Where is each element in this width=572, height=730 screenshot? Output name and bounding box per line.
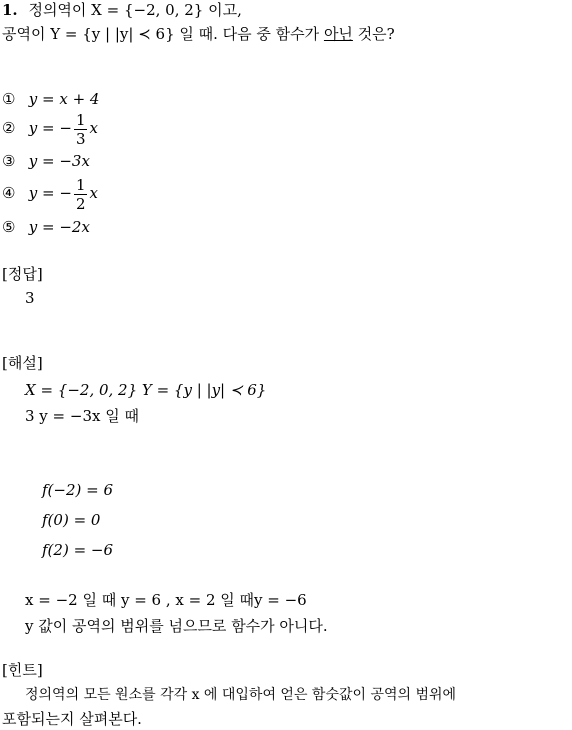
question-underlined-word: 아닌 (323, 25, 353, 43)
choice-marker: ⑤ (2, 218, 16, 236)
explanation-line-3: x = −2 일 때 y = 6 , x = 2 일 때y = −6 (25, 591, 307, 609)
choice-expression: y = −2x (28, 218, 90, 236)
choice-expression: y = −3x (28, 152, 90, 170)
hint-heading: [힌트] (2, 661, 43, 679)
question-number: 1. (2, 1, 18, 19)
choice-expression-prefix: y = − (28, 184, 72, 202)
choice-2 (2, 108, 98, 148)
choice-4 (2, 173, 98, 213)
explanation-line-2: 3 y = −3x 일 때 (25, 407, 139, 425)
answer-heading: [정답] (2, 265, 43, 283)
choice-expression-prefix: y = − (28, 119, 72, 137)
answer-value: 3 (25, 289, 35, 307)
choice-marker: ① (2, 90, 16, 108)
hint-line-1: 정의역의 모든 원소를 각각 x 에 대입하여 얻은 함숫값이 공역의 범위에 (25, 687, 457, 703)
explanation-line-1: X = {−2, 0, 2} Y = {y | |y| ≺ 6} (25, 381, 267, 399)
hint-line-2: 포함되는지 살펴본다. (2, 710, 142, 728)
fraction (74, 111, 88, 148)
question-text-2-prefix: 공역이 Y = {y | |y| ≺ 6} 일 때. 다음 중 함수가 (2, 25, 324, 43)
question-text-1: 정의역이 X = {−2, 0, 2} 이고, (28, 1, 242, 19)
choice-1 (2, 89, 99, 109)
choice-marker: ③ (2, 152, 16, 170)
function-value-3: f(2) = −6 (42, 541, 114, 559)
fraction (74, 176, 88, 213)
function-value-2: f(0) = 0 (42, 511, 101, 529)
question-line-1 (2, 0, 242, 20)
question-line-2 (2, 24, 395, 44)
explanation-heading: [해설] (2, 354, 43, 372)
choice-marker: ④ (2, 184, 16, 202)
explanation-line-4: y 값이 공역의 범위를 넘으므로 함수가 아니다. (25, 617, 328, 635)
choice-3 (2, 151, 90, 171)
choice-marker: ② (2, 119, 16, 137)
choice-expression: y = x + 4 (28, 90, 100, 108)
fraction-denominator: 2 (75, 194, 86, 213)
choice-expression-suffix: x (89, 119, 98, 137)
fraction-numerator: 1 (75, 175, 86, 194)
choice-expression-suffix: x (89, 184, 98, 202)
question-text-2-suffix: 것은? (352, 25, 395, 43)
choice-5 (2, 217, 90, 237)
function-value-1: f(−2) = 6 (42, 481, 114, 499)
fraction-numerator: 1 (75, 110, 86, 129)
fraction-denominator: 3 (75, 129, 86, 148)
